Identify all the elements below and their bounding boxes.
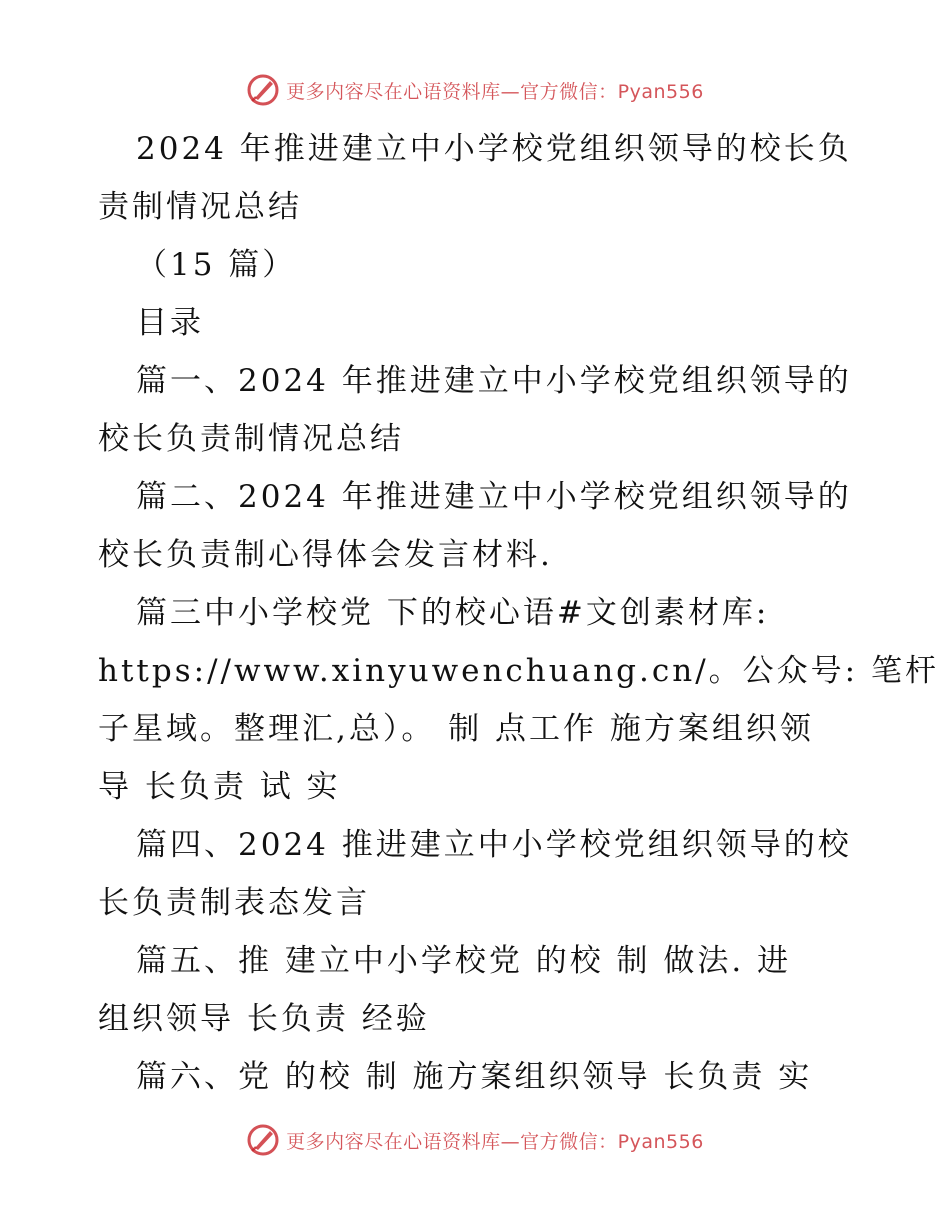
- toc-item-5-line-2: 组织领导 长负责 经验: [98, 1001, 430, 1037]
- toc-item-3-line-4: 导 长负责 试 实: [98, 769, 341, 805]
- watermark-footer: [0, 1120, 950, 1160]
- title-line-2: 责制情况总结: [98, 189, 302, 225]
- toc-item-3-line-2: https://www.xinyuwenchuang.cn/。公众号: 笔杆: [98, 653, 939, 689]
- toc-item-4-line-1: 篇四、2024 推进建立中小学校党组织领导的校: [136, 827, 852, 863]
- toc-item-1-line-1: 篇一、2024 年推进建立中小学校党组织领导的: [136, 363, 852, 399]
- watermark-header: [0, 70, 950, 110]
- watermark-text: 更多内容尽在心语资料库—官方微信：Pyan556: [286, 1130, 704, 1153]
- toc-item-3-line-1: 篇三中小学校党 下的校心语#文创素材库:: [136, 595, 770, 631]
- quill-logo-icon: [246, 1123, 280, 1157]
- quill-logo-icon: [246, 73, 280, 107]
- title-line-1: 2024 年推进建立中小学校党组织领导的校长负: [136, 131, 852, 167]
- watermark-text: 更多内容尽在心语资料库—官方微信：Pyan556: [286, 80, 704, 103]
- toc-item-2-line-2: 校长负责制心得体会发言材料.: [98, 537, 553, 573]
- toc-item-5-line-1: 篇五、推 建立中小学校党 的校 制 做法. 进: [136, 943, 792, 979]
- toc-item-6-line-1: 篇六、党 的校 制 施方案组织领导 长负责 实: [136, 1059, 813, 1095]
- toc-heading: 目录: [136, 305, 204, 341]
- subtitle-count: （15 篇）: [136, 247, 297, 283]
- toc-item-3-line-3: 子星域。整理汇,总）。 制 点工作 施方案组织领: [98, 711, 814, 747]
- document-body: [98, 120, 939, 1106]
- toc-item-2-line-1: 篇二、2024 年推进建立中小学校党组织领导的: [136, 479, 852, 515]
- toc-item-1-line-2: 校长负责制情况总结: [98, 421, 404, 457]
- toc-item-4-line-2: 长负责制表态发言: [98, 885, 370, 921]
